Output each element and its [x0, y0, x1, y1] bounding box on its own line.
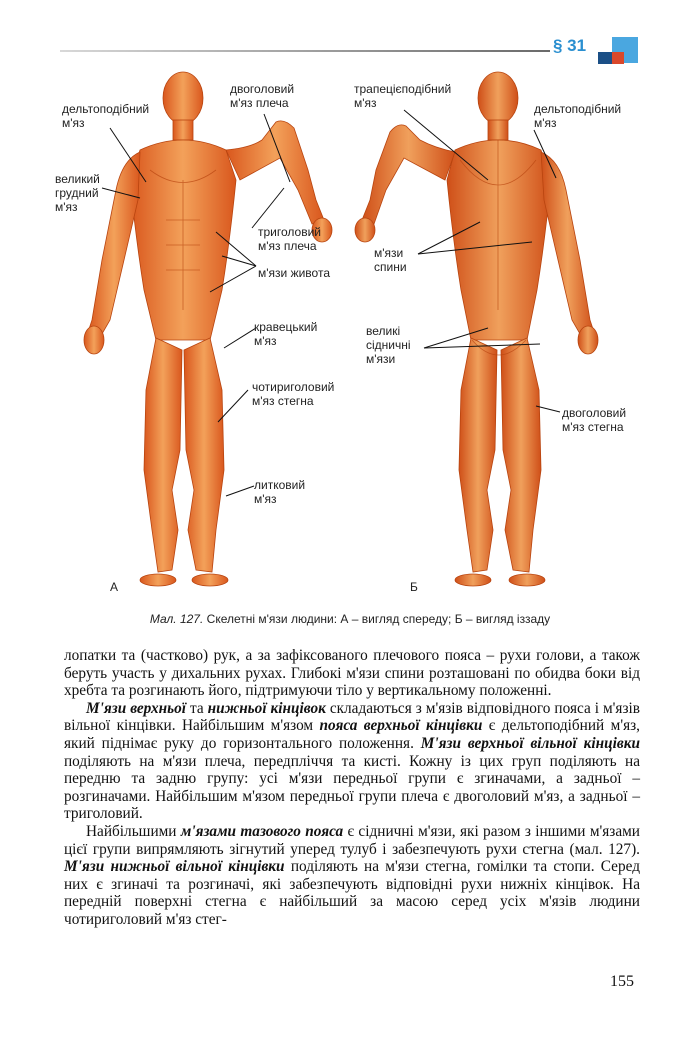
header-rule	[60, 50, 550, 52]
label-back-deltoid: дельтоподібний м'яз	[534, 102, 622, 130]
label-view-back: Б	[410, 580, 418, 594]
label-front-gastrocnemius: литковий м'яз	[254, 478, 306, 506]
label-back-hamstring: двоголовий м'яз стегна	[562, 406, 627, 434]
label-back-trapezius: трапецієподібний м'яз	[354, 82, 452, 110]
corner-decoration-red	[612, 52, 624, 64]
label-back-muscles: м'язи спини	[374, 246, 407, 274]
corner-decoration-dark	[598, 52, 612, 64]
section-number: § 31	[553, 36, 587, 55]
term-upper-girdle: пояса верхньої кінцівки	[319, 717, 483, 735]
label-front-triceps: триголовий м'яз плеча	[258, 225, 321, 253]
paragraph-1: лопатки та (частково) рук, а за зафіксованого плечового пояса – рухи голови, а також беруть участь у дихальних рухах. Глибокі м'язи спини розташовані по обидва боки від хребта та розгинають його, підтримуючи тіло у вертикальному положенні.	[64, 647, 640, 700]
term-free-lower-limb: М'язи нижньої вільної кінцівки	[64, 858, 285, 876]
term-upper-limb: М'язи верхньої	[86, 699, 186, 717]
label-front-biceps: двоголовий м'яз плеча	[230, 82, 295, 110]
page-number: 155	[610, 973, 634, 990]
term-free-upper-limb: М'язи верхньої вільної кінцівки	[420, 734, 640, 752]
muscle-illustration	[40, 70, 660, 610]
caption-number: Мал. 127.	[149, 612, 204, 626]
figure-caption	[0, 612, 700, 626]
term-lower-limb: нижньої кінцівок	[207, 699, 326, 717]
muscle-figure	[40, 70, 660, 610]
paragraph-3: Найбільшими м'язами тазового пояса є сідничні м'язи, які разом з іншими м'язами цієї групи випрямляють зігнутий уперед тулуб і забезпечують рухи стегна (мал. 127). М'язи нижньої вільної кінцівки поділяють на м'язи стегна, гомілки та стопи. Серед них є згиначі та розгиначі, які забезпечують відповідні рухи нижніх кінцівок. На передній поверхні стегна є найбільший за масою серед усіх м'язів людини чотириголовий м'яз стег-	[64, 822, 640, 928]
label-back-gluteal: великі сідничні м'язи	[366, 324, 411, 366]
label-front-deltoid: дельтоподібний м'яз	[62, 102, 150, 130]
term-pelvic-girdle: м'язами тазового пояса	[180, 822, 344, 840]
label-view-front: А	[110, 580, 119, 594]
label-front-pectoral: великий грудний м'яз	[55, 172, 100, 214]
label-front-abdominal: м'язи живота	[258, 266, 330, 280]
label-front-sartorius: кравецький м'яз	[254, 320, 318, 348]
paragraph-2: М'язи верхньої та нижньої кінцівок складаються з м'язів відповідного пояса і м'язів вільної кінцівки. Найбільшим м'язом пояса верхньої кінцівки є дельтоподібний м'яз, який піднімає руку до горизонтального положення. М'язи верхньої вільної кінцівки поділяють на м'язи плеча, передпліччя та кисті. Кожну із цих груп поділяють на передню та задню групу: усі м'язи передньої групи є згиначами, а задньої – розгиначами. Найбільшим м'язом передньої групи плеча є двоголовий м'яз, а задньої – триголовий.	[64, 699, 640, 823]
caption-text: Скелетні м'язи людини: А – вигляд спереду; Б – вигляд іззаду	[203, 612, 551, 626]
label-front-quadriceps: чотириголовий м'яз стегна	[252, 380, 335, 408]
body-text	[64, 647, 640, 929]
